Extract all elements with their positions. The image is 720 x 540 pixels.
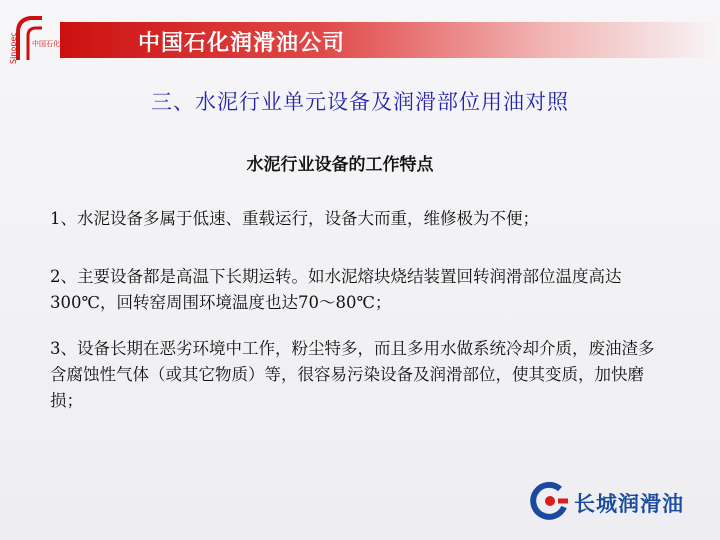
great-wall-emblem-icon — [530, 481, 570, 521]
section-title: 三、水泥行业单元设备及润滑部位用油对照 — [151, 90, 569, 114]
brand-name: 长城润滑油 — [574, 492, 684, 516]
paragraph-2: 2、主要设备都是高温下长期运转。如水泥熔块烧结装置回转润滑部位温度高达300℃，回转窑周围环境温度也达70～80℃； — [50, 267, 622, 312]
subheading: 水泥行业设备的工作特点 — [246, 155, 434, 175]
logo-mark-text: 中国石化 — [32, 40, 60, 48]
company-name: 中国石化润滑油公司 — [138, 31, 346, 56]
sinopec-logo-icon — [8, 8, 66, 66]
logo-wordmark: Sinopec — [9, 32, 18, 64]
paragraph-3: 3、设备长期在恶劣环境中工作，粉尘特多，而且多用水做系统冷却介质，废油渣多含腐蚀性气体（或其它物质）等，很容易污染设备及润滑部位，使其变质，加快磨损； — [50, 339, 655, 410]
great-wall-logo — [528, 478, 708, 524]
slide-header — [0, 0, 720, 70]
paragraph-1: 1、水泥设备多属于低速、重载运行，设备大而重，维修极为不便； — [50, 209, 539, 228]
